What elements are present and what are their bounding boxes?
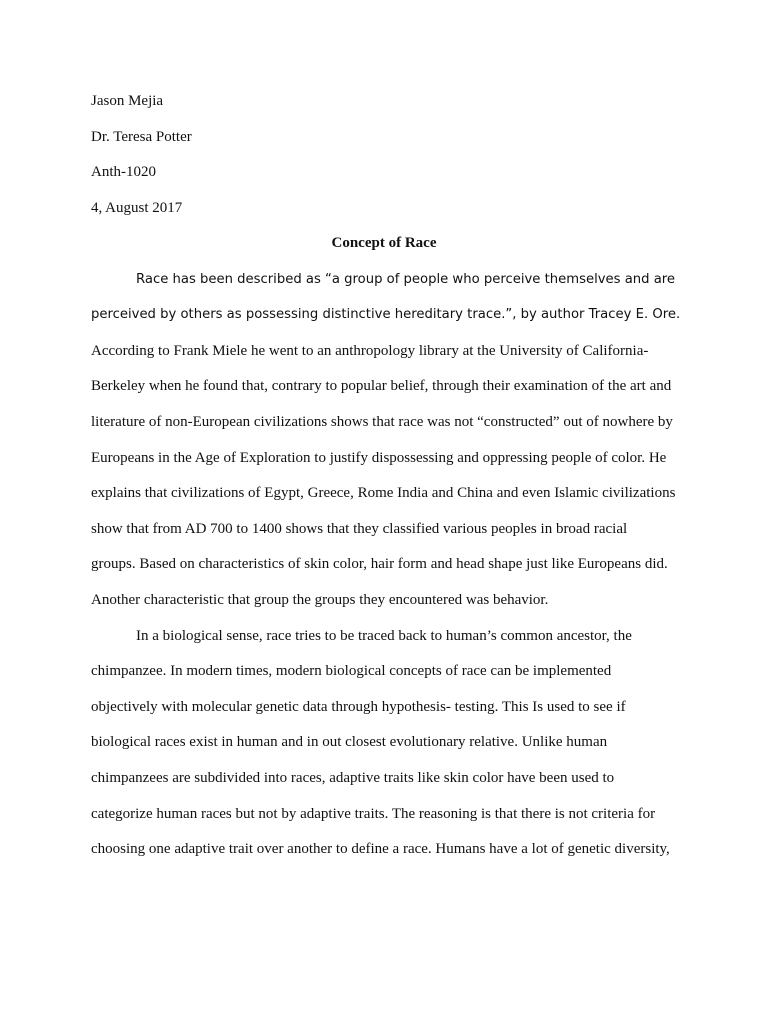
document-date: 4, August 2017 (91, 200, 183, 216)
body-line: chimpanzee. In modern times, modern biological concepts of race can be implemented (91, 663, 612, 679)
author-name: Jason Mejia (91, 93, 164, 109)
body-line: Another characteristic that group the groups they encountered was behavior. (91, 592, 549, 608)
body-line: chimpanzees are subdivided into races, adaptive traits like skin color have been used to (91, 770, 615, 786)
course-code: Anth-1020 (91, 164, 156, 180)
body-line: In a biological sense, race tries to be traced back to human’s common ancestor, the (136, 628, 632, 644)
body-line: groups. Based on characteristics of skin color, hair form and head shape just like Europeans did. (91, 556, 668, 572)
instructor-name: Dr. Teresa Potter (91, 129, 192, 145)
body-line: Europeans in the Age of Exploration to justify dispossessing and oppressing people of color. He (91, 450, 667, 466)
body-line: Race has been described as “a group of people who perceive themselves and are (136, 272, 676, 287)
document-title: Concept of Race (331, 235, 437, 251)
body-line: explains that civilizations of Egypt, Greece, Rome India and China and even Islamic civilizations (91, 485, 676, 501)
body-line: biological races exist in human and in out closest evolutionary relative. Unlike human (91, 734, 608, 750)
body-line: Berkeley when he found that, contrary to popular belief, through their examination of the art and (91, 378, 672, 394)
body-line: show that from AD 700 to 1400 shows that they classified various peoples in broad racial (91, 521, 628, 537)
body-line: According to Frank Miele he went to an anthropology library at the University of California- (91, 343, 649, 359)
body-line: literature of non-European civilizations shows that race was not “constructed” out of nowhere by (91, 414, 673, 430)
body-line: categorize human races but not by adaptive traits. The reasoning is that there is not criteria for (91, 806, 656, 822)
body-line: perceived by others as possessing distinctive hereditary trace.”, by author Tracey E. Ore. (91, 307, 681, 322)
body-line: objectively with molecular genetic data through hypothesis- testing. This Is used to see if (91, 699, 626, 715)
body-line: choosing one adaptive trait over another to define a race. Humans have a lot of genetic diversity, (91, 841, 670, 857)
